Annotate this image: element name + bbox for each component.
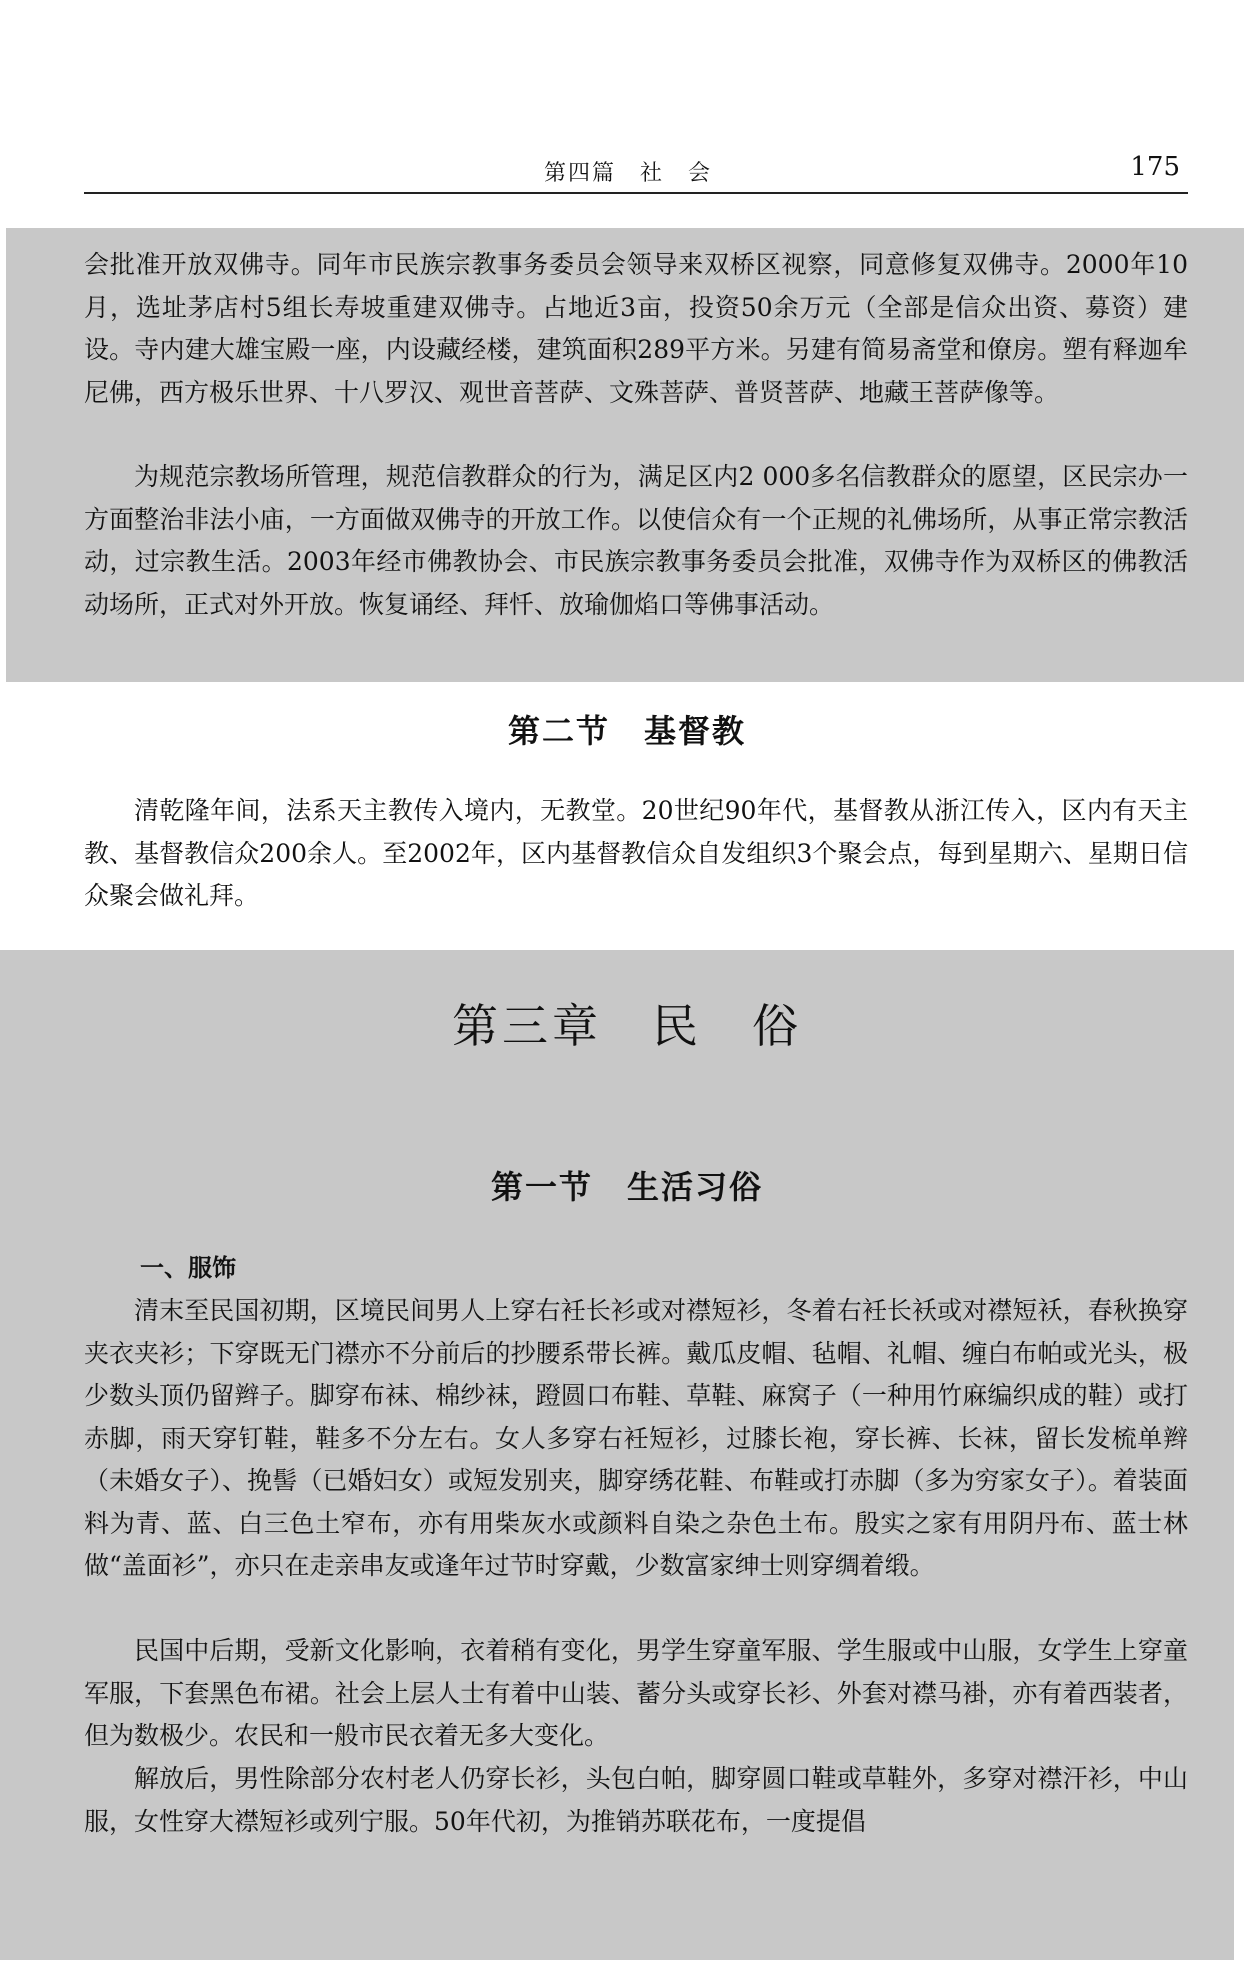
- clothing-paragraph-2: 民国中后期，受新文化影响，衣着稍有变化，男学生穿童军服、学生服或中山服，女学生上穿童军服，下套黑色布裙。社会上层人士有着中山装、蓄分头或穿长衫、外套对襟马褂，亦有着西装者，但为数极少。农民和一般市民衣着无多大变化。: [84, 1636, 1188, 1750]
- christianity-paragraph: 清乾隆年间，法系天主教传入境内，无教堂。20世纪90年代，基督教从浙江传入，区内有天主教、基督教信众200余人。至2002年，区内基督教信众自发组织3个聚会点，每到星期六、星期日信众聚会做礼拜。: [84, 796, 1188, 910]
- running-header: [84, 150, 1188, 194]
- section-title-living-customs: 第一节 生活习俗: [490, 1168, 763, 1206]
- page-number: 175: [1130, 152, 1180, 182]
- chapter-title-folk-customs: 第三章 民 俗: [452, 999, 802, 1053]
- clothing-paragraph-3: 解放后，男性除部分农村老人仍穿长衫，头包白帕，脚穿圆口鞋或草鞋外，多穿对襟汗衫，中山服，女性穿大襟短衫或列宁服。50年代初，为推销苏联花布，一度提倡: [84, 1764, 1188, 1836]
- section-title-christianity: 第二节 基督教: [507, 712, 746, 750]
- buddhism-paragraph-2: 为规范宗教场所管理，规范信教群众的行为，满足区内2 000多名信教群众的愿望，区民宗办一方面整治非法小庙，一方面做双佛寺的开放工作。以使信众有一个正规的礼佛场所，从事正常宗教活动，过宗教生活。2003年经市佛教协会、市民族宗教事务委员会批准，双佛寺作为双桥区的佛教活动场所，正式对外开放。恢复诵经、拜忏、放瑜伽焰口等佛事活动。: [84, 462, 1188, 619]
- buddhism-paragraph-1: 会批准开放双佛寺。同年市民族宗教事务委员会领导来双桥区视察，同意修复双佛寺。2000年10月，选址茅店村5组长寿坡重建双佛寺。占地近3亩，投资50余万元（全部是信众出资、募资）建设。寺内建大雄宝殿一座，内设藏经楼，建筑面积289平方米。另建有简易斋堂和僚房。塑有释迦牟尼佛，西方极乐世界、十八罗汉、观世音菩萨、文殊菩萨、普贤菩萨、地藏王菩萨像等。: [84, 250, 1188, 407]
- clothing-paragraph-1: 清末至民国初期，区境民间男人上穿右衽长衫或对襟短衫，冬着右衽长袄或对襟短袄，春秋换穿夹衣夹衫；下穿既无门襟亦不分前后的抄腰系带长裤。戴瓜皮帽、毡帽、礼帽、缠白布帕或光头，极少数头顶仍留辫子。脚穿布袜、棉纱袜，蹬圆口布鞋、草鞋、麻窝子（一种用竹麻编织成的鞋）或打赤脚，雨天穿钉鞋，鞋多不分左右。女人多穿右衽短衫，过膝长袍，穿长裤、长袜，留长发梳单辫（未婚女子）、挽髻（已婚妇女）或短发别夹，脚穿绣花鞋、布鞋或打赤脚（多为穷家女子）。着装面料为青、蓝、白三色土窄布，亦有用柴灰水或颜料自染之杂色土布。殷实之家有用阴丹布、蓝士林做“盖面衫”，亦只在走亲串友或逢年过节时穿戴，少数富家绅士则穿绸着缎。: [84, 1296, 1188, 1580]
- header-section-title: 第四篇 社 会: [544, 161, 713, 186]
- subheading-clothing: 一、服饰: [140, 1254, 236, 1282]
